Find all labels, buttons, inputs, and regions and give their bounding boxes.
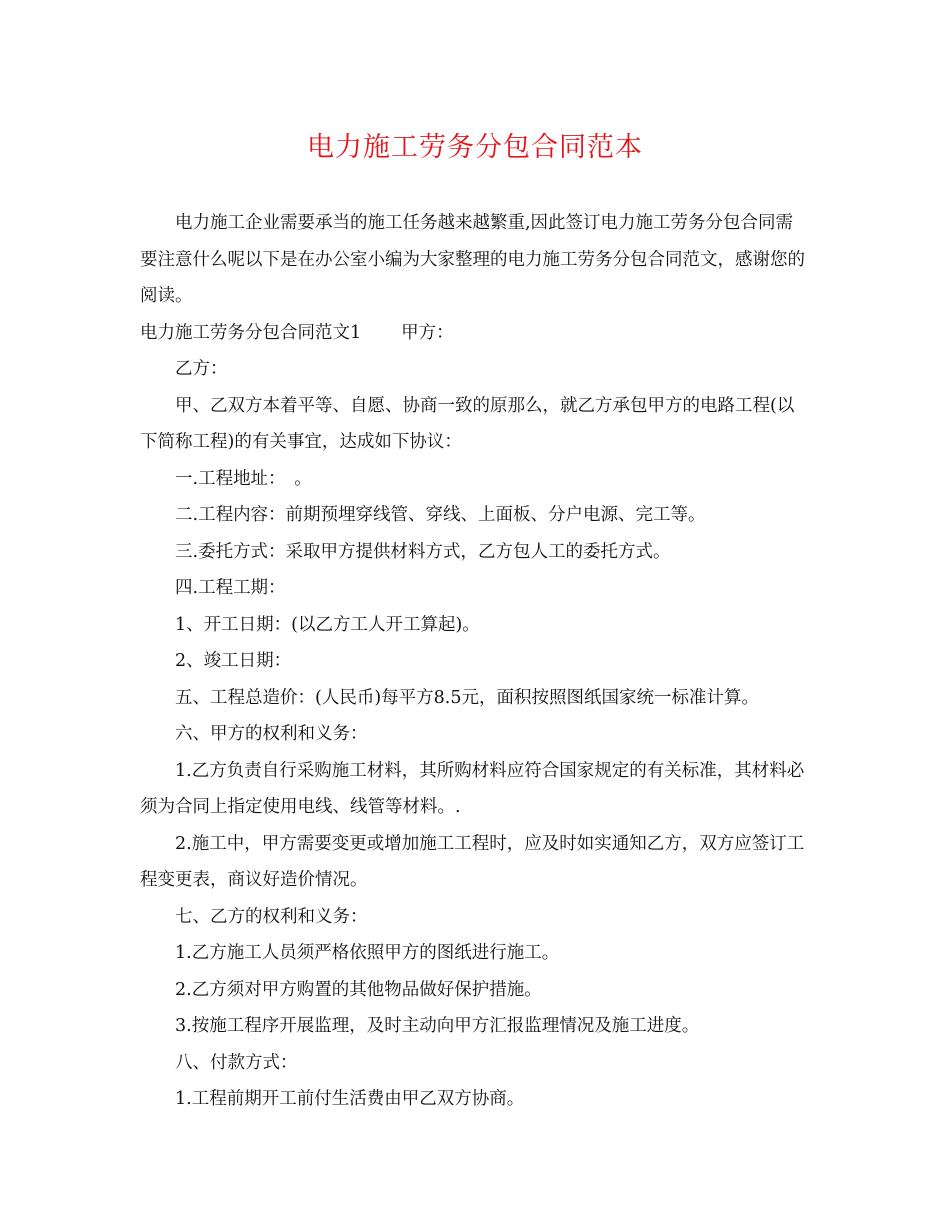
party-b-label: 乙方： <box>175 359 228 379</box>
clause-paragraph: 六、甲方的权利和义务： <box>175 724 368 744</box>
clause-paragraph: 四.工程工期： <box>175 578 286 598</box>
clause-paragraph: 2.施工中，甲方需要变更或增加施工工程时，应及时如实通知乙方，双方应签订工程变更表，商议好造价情况。 <box>140 833 805 890</box>
section-heading: 电力施工劳务分包合同范文1 <box>140 322 362 343</box>
section-heading-line <box>140 315 810 352</box>
clause-paragraph: 三.委托方式：采取甲方提供材料方式，乙方包人工的委托方式。 <box>175 541 671 562</box>
clause-paragraph: 1.工程前期开工前付生活费由甲乙双方协商。 <box>175 1089 525 1109</box>
clause-paragraph: 七、乙方的权利和义务： <box>175 906 368 927</box>
clause-paragraph: 1、开工日期：(以乙方工人开工算起)。 <box>175 614 480 635</box>
document-body <box>140 205 810 1118</box>
clause-paragraph: 1.乙方施工人员须严格依照甲方的图纸进行施工。 <box>175 943 560 963</box>
clause-paragraph: 五、工程总造价：(人民币)每平方8.5元，面积按照图纸国家统一标准计算。 <box>175 687 759 708</box>
clause-paragraph: 二.工程内容：前期预埋穿线管、穿线、上面板、分户电源、完工等。 <box>175 505 706 525</box>
clause-paragraph: 2、竣工日期： <box>175 651 292 671</box>
clause-paragraph: 一.工程地址： 。 <box>175 468 312 489</box>
clause-paragraph: 1.乙方负责自行采购施工材料，其所购材料应符合国家规定的有关标准，其材料必须为合同上指定使用电线、线管等材料。. <box>140 760 805 817</box>
document-title: 电力施工劳务分包合同范本 <box>307 132 643 163</box>
clause-paragraph: 2.乙方须对甲方购置的其他物品做好保护措施。 <box>175 979 542 1000</box>
clause-paragraph: 3.按施工程序开展监理，及时主动向甲方汇报监理情况及施工进度。 <box>175 1016 700 1036</box>
intro-paragraph: 电力施工企业需要承当的施工任务越来越繁重,因此签订电力施工劳务分包合同需要注意什么呢以下是在办公室小编为大家整理的电力施工劳务分包合同范文，感谢您的阅读。 <box>140 213 805 306</box>
clause-paragraph: 八、付款方式： <box>175 1052 298 1073</box>
preamble-paragraph: 甲、乙双方本着平等、自愿、协商一致的原那么，就乙方承包甲方的电路工程(以下简称工程)的有关事宜，达成如下协议： <box>140 395 795 452</box>
party-a-label: 甲方： <box>401 322 454 343</box>
